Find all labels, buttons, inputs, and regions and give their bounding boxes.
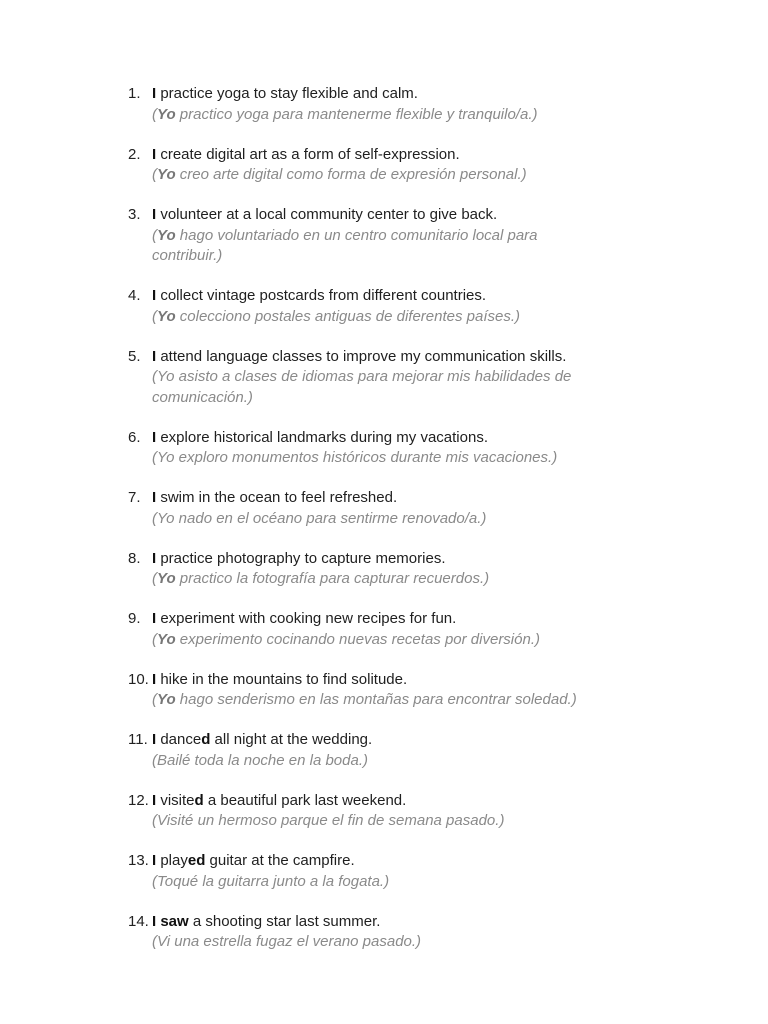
text-segment: practico yoga para mantenerme flexible y tranquilo/a.) [175,105,538,123]
item-content [152,145,728,186]
item-content [152,347,728,409]
item-content [152,730,728,771]
spanish-translation [152,226,582,267]
item-content [152,670,728,711]
text-segment: creo arte digital como forma de expresión personal.) [175,166,527,183]
bold-text-segment: I [152,287,157,304]
bold-text-segment: I [152,610,157,627]
spanish-translation [152,690,582,711]
text-segment: experimento cocinando nuevas recetas por diversión.) [175,630,540,648]
english-sentence [152,347,728,368]
english-sentence [152,145,728,166]
text-segment: (Bailé toda la noche en la boda.) [152,751,368,769]
item-content [152,549,728,590]
item-number: 12. [128,791,149,809]
bold-text-segment: I [152,731,157,748]
spanish-translation [152,105,582,126]
list-item [128,488,728,529]
item-number: 2. [128,145,141,163]
spanish-translation [152,165,582,186]
english-sentence [152,851,728,872]
item-content [152,428,728,469]
list-item [128,84,728,125]
text-segment: (Visité un hermoso parque el fin de semana pasado.) [152,812,505,829]
spanish-translation [152,872,582,893]
text-segment: (Yo nado en el océano para sentirme renovado/a.) [152,509,487,527]
bold-text-segment: Yo [157,570,176,587]
item-content [152,851,728,892]
english-sentence [152,549,728,570]
english-sentence [152,286,728,307]
english-sentence [152,609,728,630]
bold-text-segment: Yo [157,307,176,325]
item-number: 1. [128,85,141,102]
text-segment: collect vintage postcards from different countries. [156,287,487,304]
spanish-translation [152,811,582,832]
english-sentence [152,670,728,691]
list-item [128,670,728,711]
text-segment: ( [152,105,157,123]
bold-text-segment: I saw [152,912,189,930]
english-sentence [152,428,728,449]
list-item [128,549,728,590]
bold-text-segment: I [152,549,157,567]
bold-text-segment: I [152,85,157,102]
item-number: 6. [128,428,141,446]
spanish-translation [152,367,582,408]
english-sentence [152,205,728,226]
item-number: 10. [128,670,149,688]
list-item [128,851,728,892]
bold-text-segment: Yo [157,166,176,183]
item-content [152,286,728,327]
text-segment: experiment with cooking new recipes for fun. [156,610,457,627]
item-number: 13. [128,852,149,869]
list-item [128,730,728,771]
text-segment: create digital art as a form of self-expression. [156,145,460,163]
item-number: 4. [128,287,141,304]
spanish-translation [152,448,582,469]
list-item [128,286,728,327]
bold-text-segment: I [152,852,157,869]
item-number: 7. [128,489,141,506]
spanish-translation [152,630,582,651]
bold-text-segment: Yo [157,105,176,123]
english-sentence [152,84,728,105]
text-segment: play [156,852,188,869]
text-segment: practico la fotografía para capturar recuerdos.) [175,570,490,587]
bold-text-segment: d [194,791,204,809]
text-segment: practice yoga to stay flexible and calm. [156,85,418,102]
text-segment: (Toqué la guitarra junto a la fogata.) [152,872,390,890]
text-segment: (Yo exploro monumentos históricos durante mis vacaciones.) [152,449,558,466]
text-segment: ( [152,226,157,244]
text-segment: practice photography to capture memories. [156,549,446,567]
text-segment: ( [152,307,157,325]
item-number: 11. [128,731,148,748]
spanish-translation [152,569,582,590]
english-sentence [152,488,728,509]
list-item [128,145,728,186]
bold-text-segment: I [152,489,157,506]
bold-text-segment: I [152,791,157,809]
item-content [152,609,728,650]
list-item [128,912,728,953]
item-content [152,912,728,953]
english-sentence [152,791,728,812]
text-segment: hike in the mountains to find solitude. [156,670,408,688]
bold-text-segment: ed [187,852,206,869]
text-segment: volunteer at a local community center to give back. [156,206,498,223]
item-number: 8. [128,549,141,567]
bold-text-segment: I [152,670,157,688]
text-segment: hago senderismo en las montañas para encontrar soledad.) [175,691,577,708]
list-item [128,791,728,832]
bold-text-segment: I [152,347,157,365]
item-content [152,488,728,529]
spanish-translation [152,932,582,953]
bold-text-segment: Yo [157,691,176,708]
bold-text-segment: I [152,428,157,446]
text-segment: hago voluntariado en un centro comunitario local para contribuir.) [152,226,538,264]
item-content [152,791,728,832]
item-content [152,205,728,267]
bold-text-segment: Yo [157,630,176,648]
bold-text-segment: d [201,731,211,748]
text-segment: ( [152,630,157,648]
item-number: 14. [128,912,149,930]
text-segment: dance [156,731,202,748]
list-item [128,609,728,650]
spanish-translation [152,751,582,772]
text-segment: (Yo asisto a clases de idiomas para mejorar mis habilidades de comunicación.) [152,368,572,406]
text-segment: guitar at the campfire. [205,852,355,869]
spanish-translation [152,307,582,328]
english-sentence [152,730,728,751]
text-segment: colecciono postales antiguas de diferentes países.) [175,307,521,325]
text-segment: ( [152,166,157,183]
text-segment: explore historical landmarks during my vacations. [156,428,488,446]
sentence-list [128,84,728,972]
bold-text-segment: I [152,206,157,223]
text-segment: (Vi una estrella fugaz el verano pasado.) [152,933,422,950]
english-sentence [152,912,728,933]
item-number: 9. [128,610,141,627]
item-content [152,84,728,125]
item-number: 5. [128,347,141,365]
spanish-translation [152,509,582,530]
list-item [128,205,728,267]
list-item [128,428,728,469]
text-segment: a shooting star last summer. [188,912,381,930]
bold-text-segment: Yo [157,226,176,244]
text-segment: attend language classes to improve my communication skills. [156,347,567,365]
text-segment: all night at the wedding. [210,731,373,748]
text-segment: a beautiful park last weekend. [203,791,407,809]
text-segment: ( [152,691,157,708]
text-segment: swim in the ocean to feel refreshed. [156,489,398,506]
item-number: 3. [128,206,141,223]
bold-text-segment: I [152,145,157,163]
text-segment: visite [156,791,195,809]
list-item [128,347,728,409]
text-segment: ( [152,570,157,587]
